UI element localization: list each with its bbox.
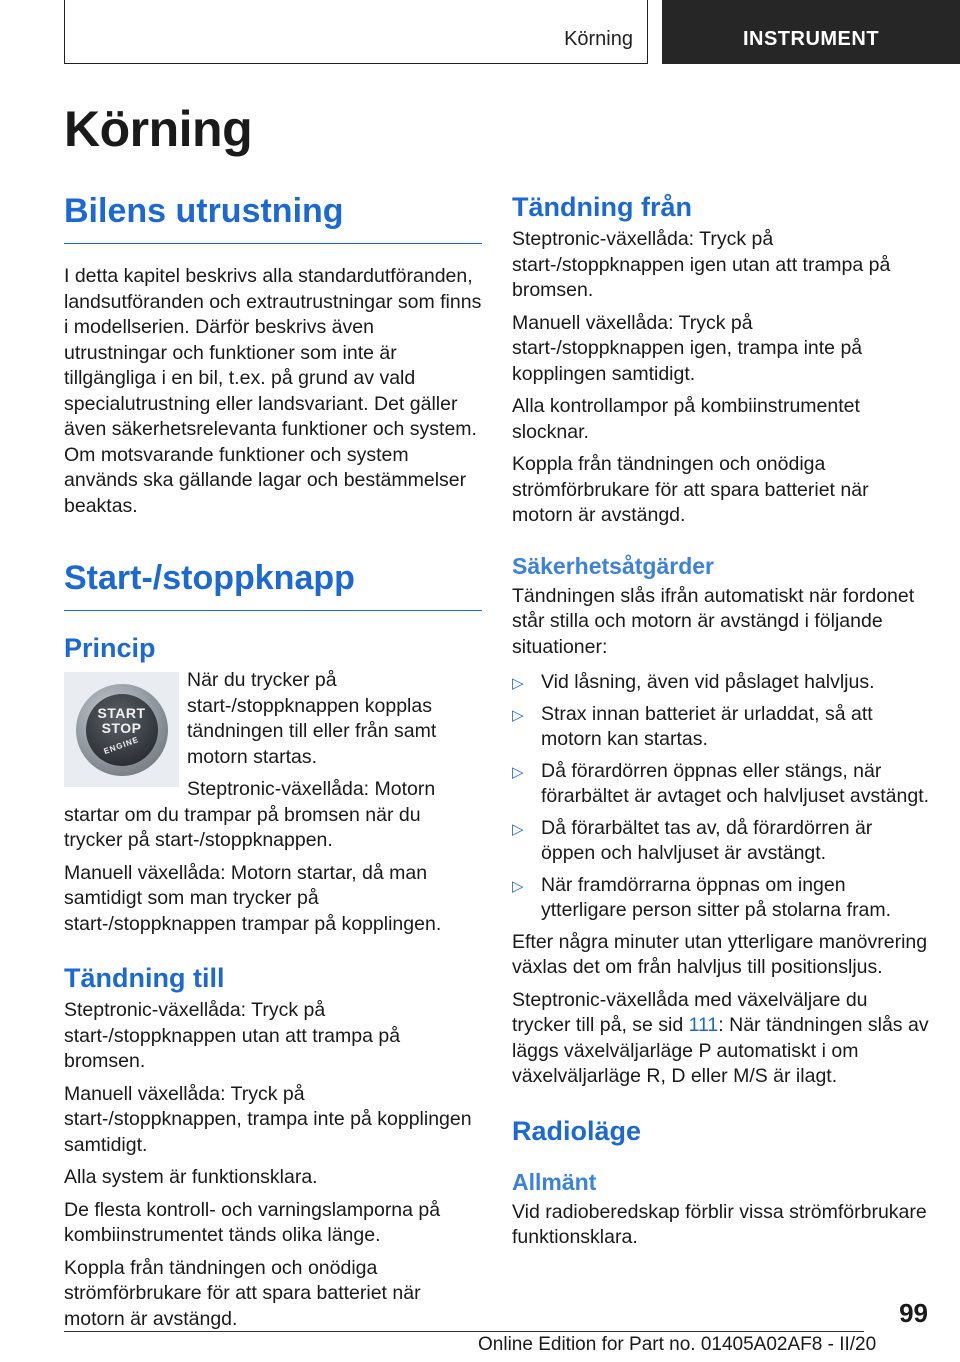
paragraph-till-5: Koppla från tändningen och onödiga strömförbrukare för att spara batteriet när motorn är avstängd. [64, 1256, 421, 1330]
header-chapter-tab: INSTRUMENT [662, 0, 960, 64]
heading-start-stoppknapp: Start-/stoppknapp [64, 559, 482, 611]
right-column [512, 192, 930, 1251]
paragraph-till-1: Steptronic-växellåda: Tryck på start-/stoppknappen utan att trampa på bromsen. [64, 999, 401, 1072]
triangle-bullet-icon: ▷ [512, 877, 524, 895]
list-item: ▷ Vid låsning, även vid påslaget halvljus. [512, 670, 930, 696]
list-item: ▷ Då förardörren öppnas eller stängs, när förarbältet är avtaget och halvljuset avstängt. [512, 759, 930, 807]
heading-tandning-fran: Tändning från [512, 192, 692, 222]
heading-radiolage: Radioläge [512, 1115, 642, 1146]
header-section-label: Körning [564, 28, 633, 50]
paragraph-bilens-utrustning: I detta kapitel beskrivs alla standardutföranden, landsutföranden och extrautrustningar som finns i modellserien. Därför beskrivs även utrustningar och funktioner som inte är tillgängliga i en bil, t.ex. på grund av vald specialutrustning eller landsvariant. Det gäller även säkerhetsrelevanta funktioner och system. Om motsvarande funktioner och system används ska gällande lagar och bestämmelser beaktas. [64, 265, 482, 517]
triangle-bullet-icon: ▷ [512, 820, 524, 838]
page-number: 99 [899, 1298, 928, 1328]
paragraph-fran-4: Koppla från tändningen och onödiga strömförbrukare för att spara batteriet när motorn är avstängd. [512, 453, 869, 526]
heading-sakerhetsatgarder: Säkerhetsåtgärder [512, 552, 714, 579]
list-item: ▷ Då förarbältet tas av, då förardörren är öppen och halvljuset är avstängt. [512, 816, 873, 864]
paragraph-fran-1: Steptronic-växellåda: Tryck på start-/stoppknappen igen utan att trampa på bromsen. [512, 228, 891, 301]
start-stop-button-icon: START STOP ENGINE [76, 684, 168, 776]
heading-allmant: Allmänt [512, 1168, 597, 1195]
safety-bullet-list [512, 670, 930, 924]
list-item: ▷ Strax innan batteriet är urladdat, så att motorn kan startas. [512, 702, 873, 750]
page-title: Körning [64, 101, 253, 157]
left-column [64, 192, 482, 1332]
paragraph-till-4: De flesta kontroll- och varningslamporna på kombiinstrumentet tänds olika länge. [64, 1198, 441, 1246]
triangle-bullet-icon: ▷ [512, 675, 524, 692]
footer-divider [64, 1331, 864, 1332]
footer-edition: Online Edition for Part no. 01405A02AF8 - II/20 [478, 1334, 877, 1355]
heading-tandning-till: Tändning till [64, 963, 225, 993]
triangle-bullet-icon: ▷ [512, 763, 524, 781]
header-section-box [64, 0, 648, 64]
paragraph-till-3: Alla system är funktionsklara. [64, 1166, 318, 1188]
heading-princip: Princip [64, 633, 156, 663]
start-stop-button-image [64, 672, 179, 787]
paragraph-princip-1: När du trycker på start-/stoppknappen kopplas tändningen till eller från samt motorn startas. [187, 669, 437, 768]
paragraph-allmant: Vid radioberedskap förblir vissa strömförbrukare funktionsklara. [512, 1200, 927, 1248]
paragraph-princip-3: Manuell växellåda: Motorn startar, då man samtidigt som man trycker på start-/stoppknappen trampar på kopplingen. [64, 861, 442, 935]
paragraph-efter: Efter några minuter utan ytterligare manövrering växlas det om från halvljus till positionsljus. [512, 930, 928, 978]
paragraph-vaxelvaljare: Steptronic-växellåda med växelväljare du trycker till på, se sid 111: När tändningen slås av läggs växelväljarläge P automatiskt i om växelväljarläge R, D eller M/S är ilagt. [512, 988, 929, 1087]
paragraph-fran-3: Alla kontrollampor på kombiinstrumentet slocknar. [512, 395, 860, 443]
paragraph-till-2: Manuell växellåda: Tryck på start-/stoppknappen, trampa inte på kopplingen samtidigt. [64, 1082, 472, 1156]
page-reference-link[interactable]: 111 [688, 1014, 719, 1036]
paragraph-sakerhet: Tändningen slås ifrån automatiskt när fordonet står stilla och motorn är avstängd i följande situationer: [512, 584, 915, 658]
heading-bilens-utrustning: Bilens utrustning [64, 192, 482, 244]
paragraph-fran-2: Manuell växellåda: Tryck på start-/stoppknappen igen, trampa inte på kopplingen samtidigt. [512, 311, 863, 385]
triangle-bullet-icon: ▷ [512, 706, 524, 724]
paragraph-princip-2: Steptronic-växellåda: Motorn startar om du trampar på bromsen när du trycker på start-/stoppknappen. [64, 778, 436, 851]
list-item: ▷ När framdörrarna öppnas om ingen ytterligare person sitter på stolarna fram. [512, 873, 892, 921]
